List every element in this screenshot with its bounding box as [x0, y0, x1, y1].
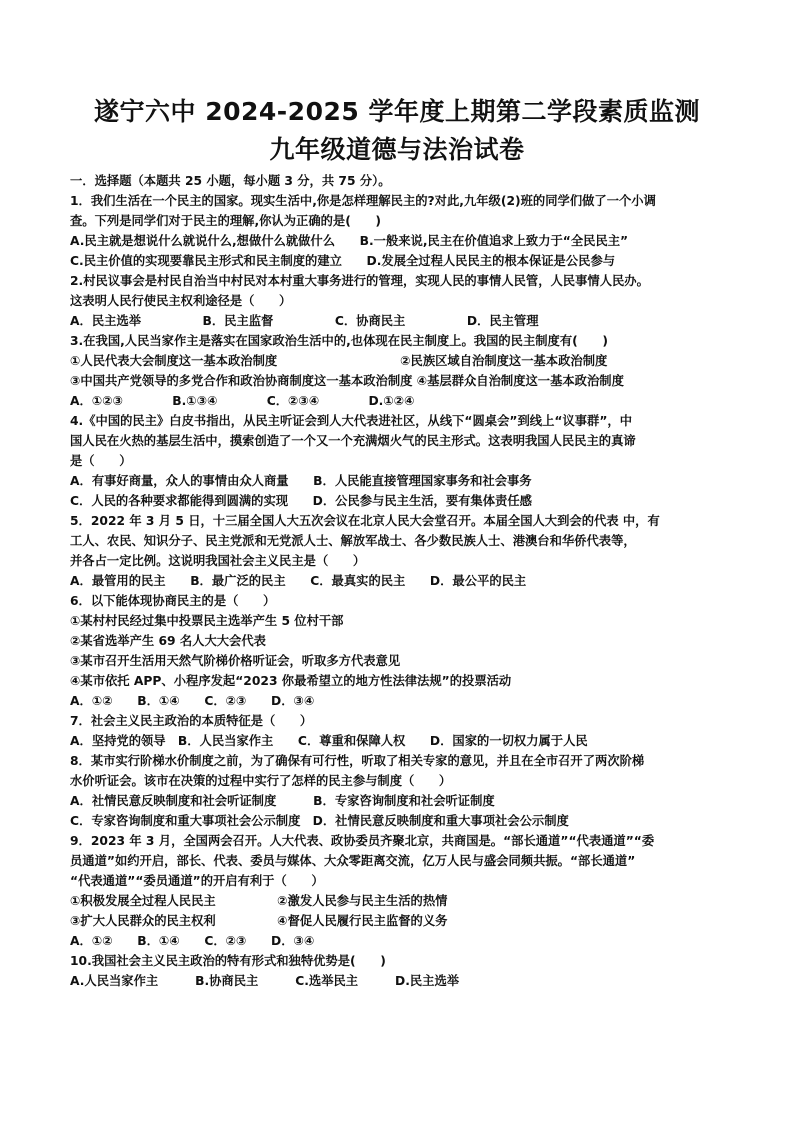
question-4-stem-end: 是（ ） — [70, 454, 132, 468]
question-4-stem: 4.《中国的民主》白皮书指出，从民主听证会到人大代表进社区，从线下“圆桌会”到线上“议事群”，中 — [70, 414, 633, 428]
question-3-items-12: ①人民代表大会制度这一基本政治制度 ②民族区域自治制度这一基本政治制度 — [70, 354, 608, 368]
question-7-stem: 7．社会主义民主政治的本质特征是（ ） — [70, 714, 313, 728]
question-6-stem: 6．以下能体现协商民主的是（ ） — [70, 594, 276, 608]
question-1-options-cd: C.民主价值的实现要靠民主形式和民主制度的建立 D.发展全过程人民民主的根本保证是公民参与 — [70, 254, 616, 268]
question-2-options: A．民主选举 B．民主监督 C．协商民主 D．民主管理 — [70, 314, 539, 328]
question-10-options: A.人民当家作主 B.协商民主 C.选举民主 D.民主选举 — [70, 974, 460, 988]
question-6-item-3: ③某市召开生活用天然气阶梯价格听证会，听取多方代表意见 — [70, 654, 401, 668]
question-6-item-1: ①某村村民经过集中投票民主选举产生 5 位村干部 — [70, 614, 344, 628]
question-7-options: A．坚持党的领导 B．人民当家作主 C．尊重和保障人权 D．国家的一切权力属于人民 — [70, 734, 588, 748]
question-1-stem-cont: 查。下列是同学们对于民主的理解,你认为正确的是( ) — [70, 214, 382, 228]
question-3-options: A．①②③ B.①③④ C．②③④ D.①②④ — [70, 394, 415, 408]
question-8-stem-cont: 水价听证会。该市在决策的过程中实行了怎样的民主参与制度（ ） — [70, 774, 452, 788]
question-8-options-ab: A．社情民意反映制度和社会听证制度 B．专家咨询制度和社会听证制度 — [70, 794, 495, 808]
question-6-options: A．①② B．①④ C．②③ D．③④ — [70, 694, 315, 708]
question-2-stem: 2.村民议事会是村民自治当中村民对本村重大事务进行的管理，实现人民的事情人民管，人民事情人民办。 — [70, 274, 649, 288]
question-4-options-ab: A．有事好商量，众人的事情由众人商量 B．人民能直接管理国家事务和社会事务 — [70, 474, 532, 488]
question-5-stem-end: 并各占一定比例。这说明我国社会主义民主是（ ） — [70, 554, 366, 568]
question-6-item-4: ④某市依托 APP、小程序发起“2023 你最希望立的地方性法律法规”的投票活动 — [70, 674, 512, 688]
question-1-stem: 1．我们生活在一个民主的国家。现实生活中,你是怎样理解民主的?对此,九年级(2)班的同学们做了一个小调 — [70, 194, 656, 208]
question-8-options-cd: C．专家咨询制度和重大事项社会公示制度 D．社情民意反映制度和重大事项社会公示制度 — [70, 814, 569, 828]
question-9-stem: 9．2023 年 3 月，全国两会召开。人大代表、政协委员齐聚北京，共商国是。“部长通道”“代表通道”“委 — [70, 834, 655, 848]
section-heading: 一．选择题（本题共 25 小题，每小题 3 分，共 75 分）。 — [70, 174, 391, 188]
question-5-options: A．最管用的民主 B．最广泛的民主 C．最真实的民主 D．最公平的民主 — [70, 574, 527, 588]
question-5-stem-cont: 工人、农民、知识分子、民主党派和无党派人士、解放军战士、各少数民族人士、港澳台和华侨代表等， — [70, 534, 636, 548]
exam-title: 遂宁六中 2024-2025 学年度上期第二学段素质监测 — [94, 97, 700, 126]
exam-subtitle: 九年级道德与法治试卷 — [269, 135, 525, 164]
question-2-stem-cont: 这表明人民行使民主权利途径是（ ） — [70, 294, 292, 308]
question-9-options: A．①② B．①④ C．②③ D．③④ — [70, 934, 315, 948]
question-4-options-cd: C．人民的各种要求都能得到圆满的实现 D．公民参与民主生活，要有集体责任感 — [70, 494, 532, 508]
question-8-stem: 8．某市实行阶梯水价制度之前，为了确保有可行性，听取了相关专家的意见，并且在全市召开了两次阶梯 — [70, 754, 645, 768]
question-3-items-34: ③中国共产党领导的多党合作和政治协商制度这一基本政治制度 ④基层群众自治制度这一基本政治制度 — [70, 374, 624, 388]
question-9-items-12: ①积极发展全过程人民民主 ②激发人民参与民主生活的热情 — [70, 894, 448, 908]
question-4-stem-cont: 国人民在火热的基层生活中，摸索创造了一个又一个充满烟火气的民主形式。这表明我国人民民主的真谛 — [70, 434, 636, 448]
question-6-item-2: ②某省选举产生 69 名人大大会代表 — [70, 634, 266, 648]
question-10-stem: 10.我国社会主义民主政治的特有形式和独特优势是( ) — [70, 954, 386, 968]
question-5-stem: 5．2022 年 3 月 5 日，十三届全国人大五次会议在北京人民大会堂召开。本届全国人大到会的代表 中，有 — [70, 514, 660, 528]
question-9-items-34: ③扩大人民群众的民主权利 ④督促人民履行民主监督的义务 — [70, 914, 448, 928]
question-9-stem-end: “代表通道”“委员通道”的开启有利于（ ） — [70, 874, 324, 888]
question-3-stem: 3.在我国,人民当家作主是落实在国家政治生活中的,也体现在民主制度上。我国的民主制度有( ) — [70, 334, 608, 348]
question-9-stem-cont: 员通道”如约开启，部长、代表、委员与媒体、大众零距离交流，亿万人民与盛会同频共振。“部长通道” — [70, 854, 636, 868]
question-1-options-ab: A.民主就是想说什么就说什么,想做什么就做什么 B.一般来说,民主在价值追求上致力于“全民民主” — [70, 234, 629, 248]
